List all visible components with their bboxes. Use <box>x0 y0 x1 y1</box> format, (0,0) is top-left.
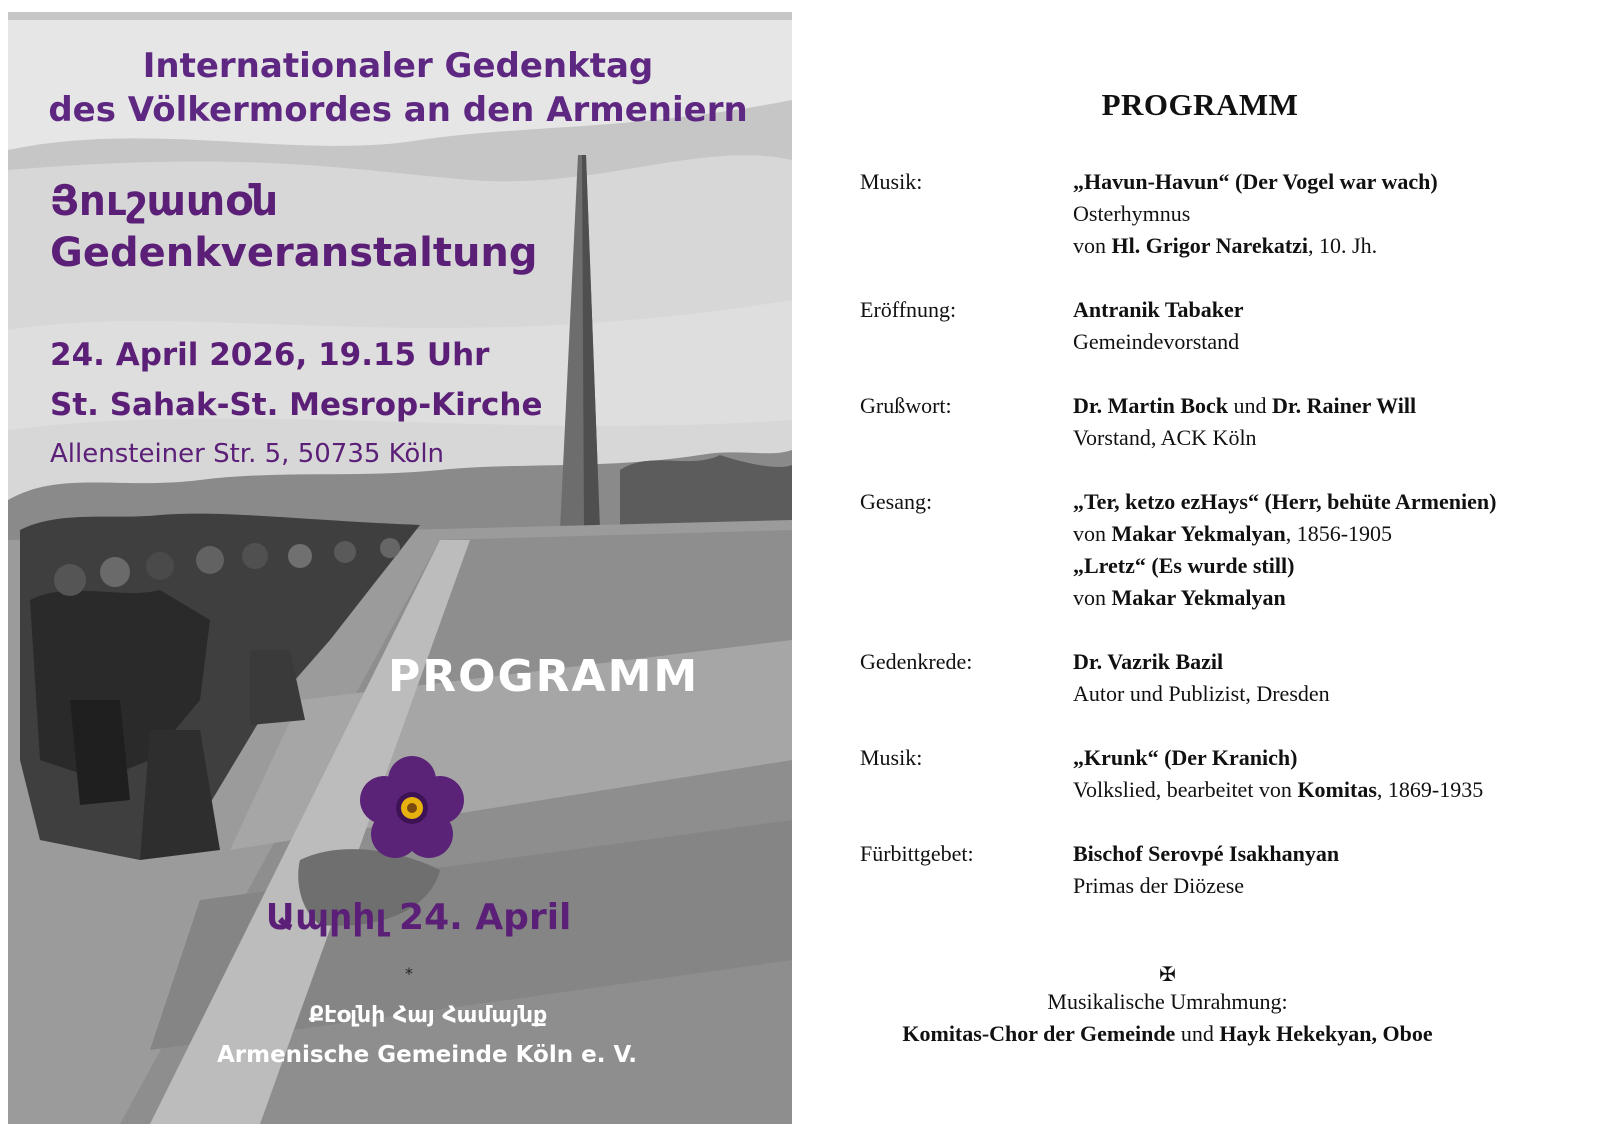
community-name-armenian: Քէօլնի Հայ Համայնք <box>308 1003 548 1028</box>
programme-item-line <box>1073 870 1593 902</box>
programme-item-line <box>1073 774 1593 806</box>
event-date-time: 24. April 2026, 19.15 Uhr <box>50 337 490 373</box>
programme-item-details <box>1073 390 1593 454</box>
bold-text: Hl. Grigor Narekatzi <box>1111 233 1309 258</box>
bold-text: Makar Yekmalyan <box>1111 521 1286 546</box>
text: , 1856-1905 <box>1285 521 1393 546</box>
poster-programm-label: PROGRAMM <box>388 651 700 702</box>
musical-framing-label: Musikalische Umrahmung: <box>1047 989 1288 1014</box>
event-title <box>48 44 748 132</box>
april-date: Ապրիլ 24. April <box>266 897 572 938</box>
separator-star: * <box>405 964 413 983</box>
programme-item-label: Eröffnung: <box>860 297 957 322</box>
programme-item-line <box>1073 518 1593 550</box>
text: , 10. Jh. <box>1308 233 1378 258</box>
text: von <box>1073 233 1112 258</box>
programme-item-label: Musik: <box>860 745 923 770</box>
programme-item-line <box>1073 582 1593 614</box>
text: Vorstand, ACK Köln <box>1073 425 1257 450</box>
text: Osterhymnus <box>1073 201 1191 226</box>
text: , 1869-1935 <box>1376 777 1484 802</box>
programme-item-line <box>1073 230 1593 262</box>
programme-item-line <box>1073 198 1593 230</box>
heading-german: Gedenkveranstaltung <box>50 230 538 276</box>
programme-item-line <box>1073 326 1593 358</box>
programme-item-details <box>1073 742 1593 806</box>
bold-text: „Krunk“ (Der Kranich) <box>1073 745 1298 770</box>
programme-item-line <box>1073 742 1593 774</box>
programme-item-line <box>1073 486 1593 518</box>
programme-item-details <box>1073 646 1593 710</box>
text: Autor und Publizist, Dresden <box>1073 681 1330 706</box>
bold-text: Hayk Hekekyan, Oboe <box>1219 1021 1433 1046</box>
heading-armenian: Յուշատօն <box>50 176 279 225</box>
text: Gemeindevorstand <box>1073 329 1240 354</box>
programme-panel <box>800 0 1600 1132</box>
text: und <box>1175 1021 1220 1046</box>
bold-text: Antranik Tabaker <box>1073 297 1244 322</box>
bold-text: „Lretz“ (Es wurde still) <box>1073 553 1295 578</box>
bold-text: Bischof Serovpé Isakhanyan <box>1073 841 1340 866</box>
programme-item-line <box>1073 678 1593 710</box>
event-title-line-1: Internationaler Gedenktag <box>142 46 654 86</box>
programme-item-label: Grußwort: <box>860 393 952 418</box>
programme-item-line <box>1073 550 1593 582</box>
programme-item-line <box>1073 646 1593 678</box>
event-venue: St. Sahak-St. Mesrop-Kirche <box>50 387 543 423</box>
programme-footer <box>800 964 1535 1050</box>
text: Volkslied, bearbeitet von <box>1073 777 1298 802</box>
bold-text: Komitas-Chor der Gemeinde <box>902 1021 1176 1046</box>
bold-text: Dr. Martin Bock <box>1073 393 1229 418</box>
text: Primas der Diözese <box>1073 873 1245 898</box>
bold-text: Makar Yekmalyan <box>1111 585 1286 610</box>
community-name-german: Armenische Gemeinde Köln e. V. <box>216 1042 638 1068</box>
bold-text: Dr. Vazrik Bazil <box>1073 649 1224 674</box>
text: von <box>1073 521 1112 546</box>
programme-item-details <box>1073 838 1593 902</box>
bold-text: „Havun-Havun“ (Der Vogel war wach) <box>1073 169 1438 194</box>
bold-text: Dr. Rainer Will <box>1272 393 1417 418</box>
programme-item-line <box>1073 422 1593 454</box>
bold-text: „Ter, ketzo ezHays“ (Herr, behüte Armenien) <box>1073 489 1497 514</box>
text: und <box>1228 393 1273 418</box>
programme-item-line <box>1073 838 1593 870</box>
programme-item-line <box>1073 166 1593 198</box>
event-address: Allensteiner Str. 5, 50735 Köln <box>50 439 445 469</box>
forget-me-not-icon <box>356 752 468 864</box>
programme-item-label: Gesang: <box>860 489 933 514</box>
cross-icon: ✠ <box>1159 964 1176 986</box>
event-title-line-2: des Völkermordes an den Armeniern <box>48 90 748 130</box>
programme-item-line <box>1073 294 1593 326</box>
programme-item-details <box>1073 486 1593 614</box>
musical-framing-performers <box>800 1018 1535 1050</box>
text: von <box>1073 585 1112 610</box>
programme-title: PROGRAMM <box>1101 87 1299 122</box>
programme-item-label: Fürbittgebet: <box>860 841 974 866</box>
programme-item-line <box>1073 390 1593 422</box>
bold-text: Komitas <box>1297 777 1377 802</box>
programme-item-details <box>1073 294 1593 358</box>
programme-item-label: Musik: <box>860 169 923 194</box>
programme-item-label: Gedenkrede: <box>860 649 973 674</box>
programme-item-details <box>1073 166 1593 262</box>
